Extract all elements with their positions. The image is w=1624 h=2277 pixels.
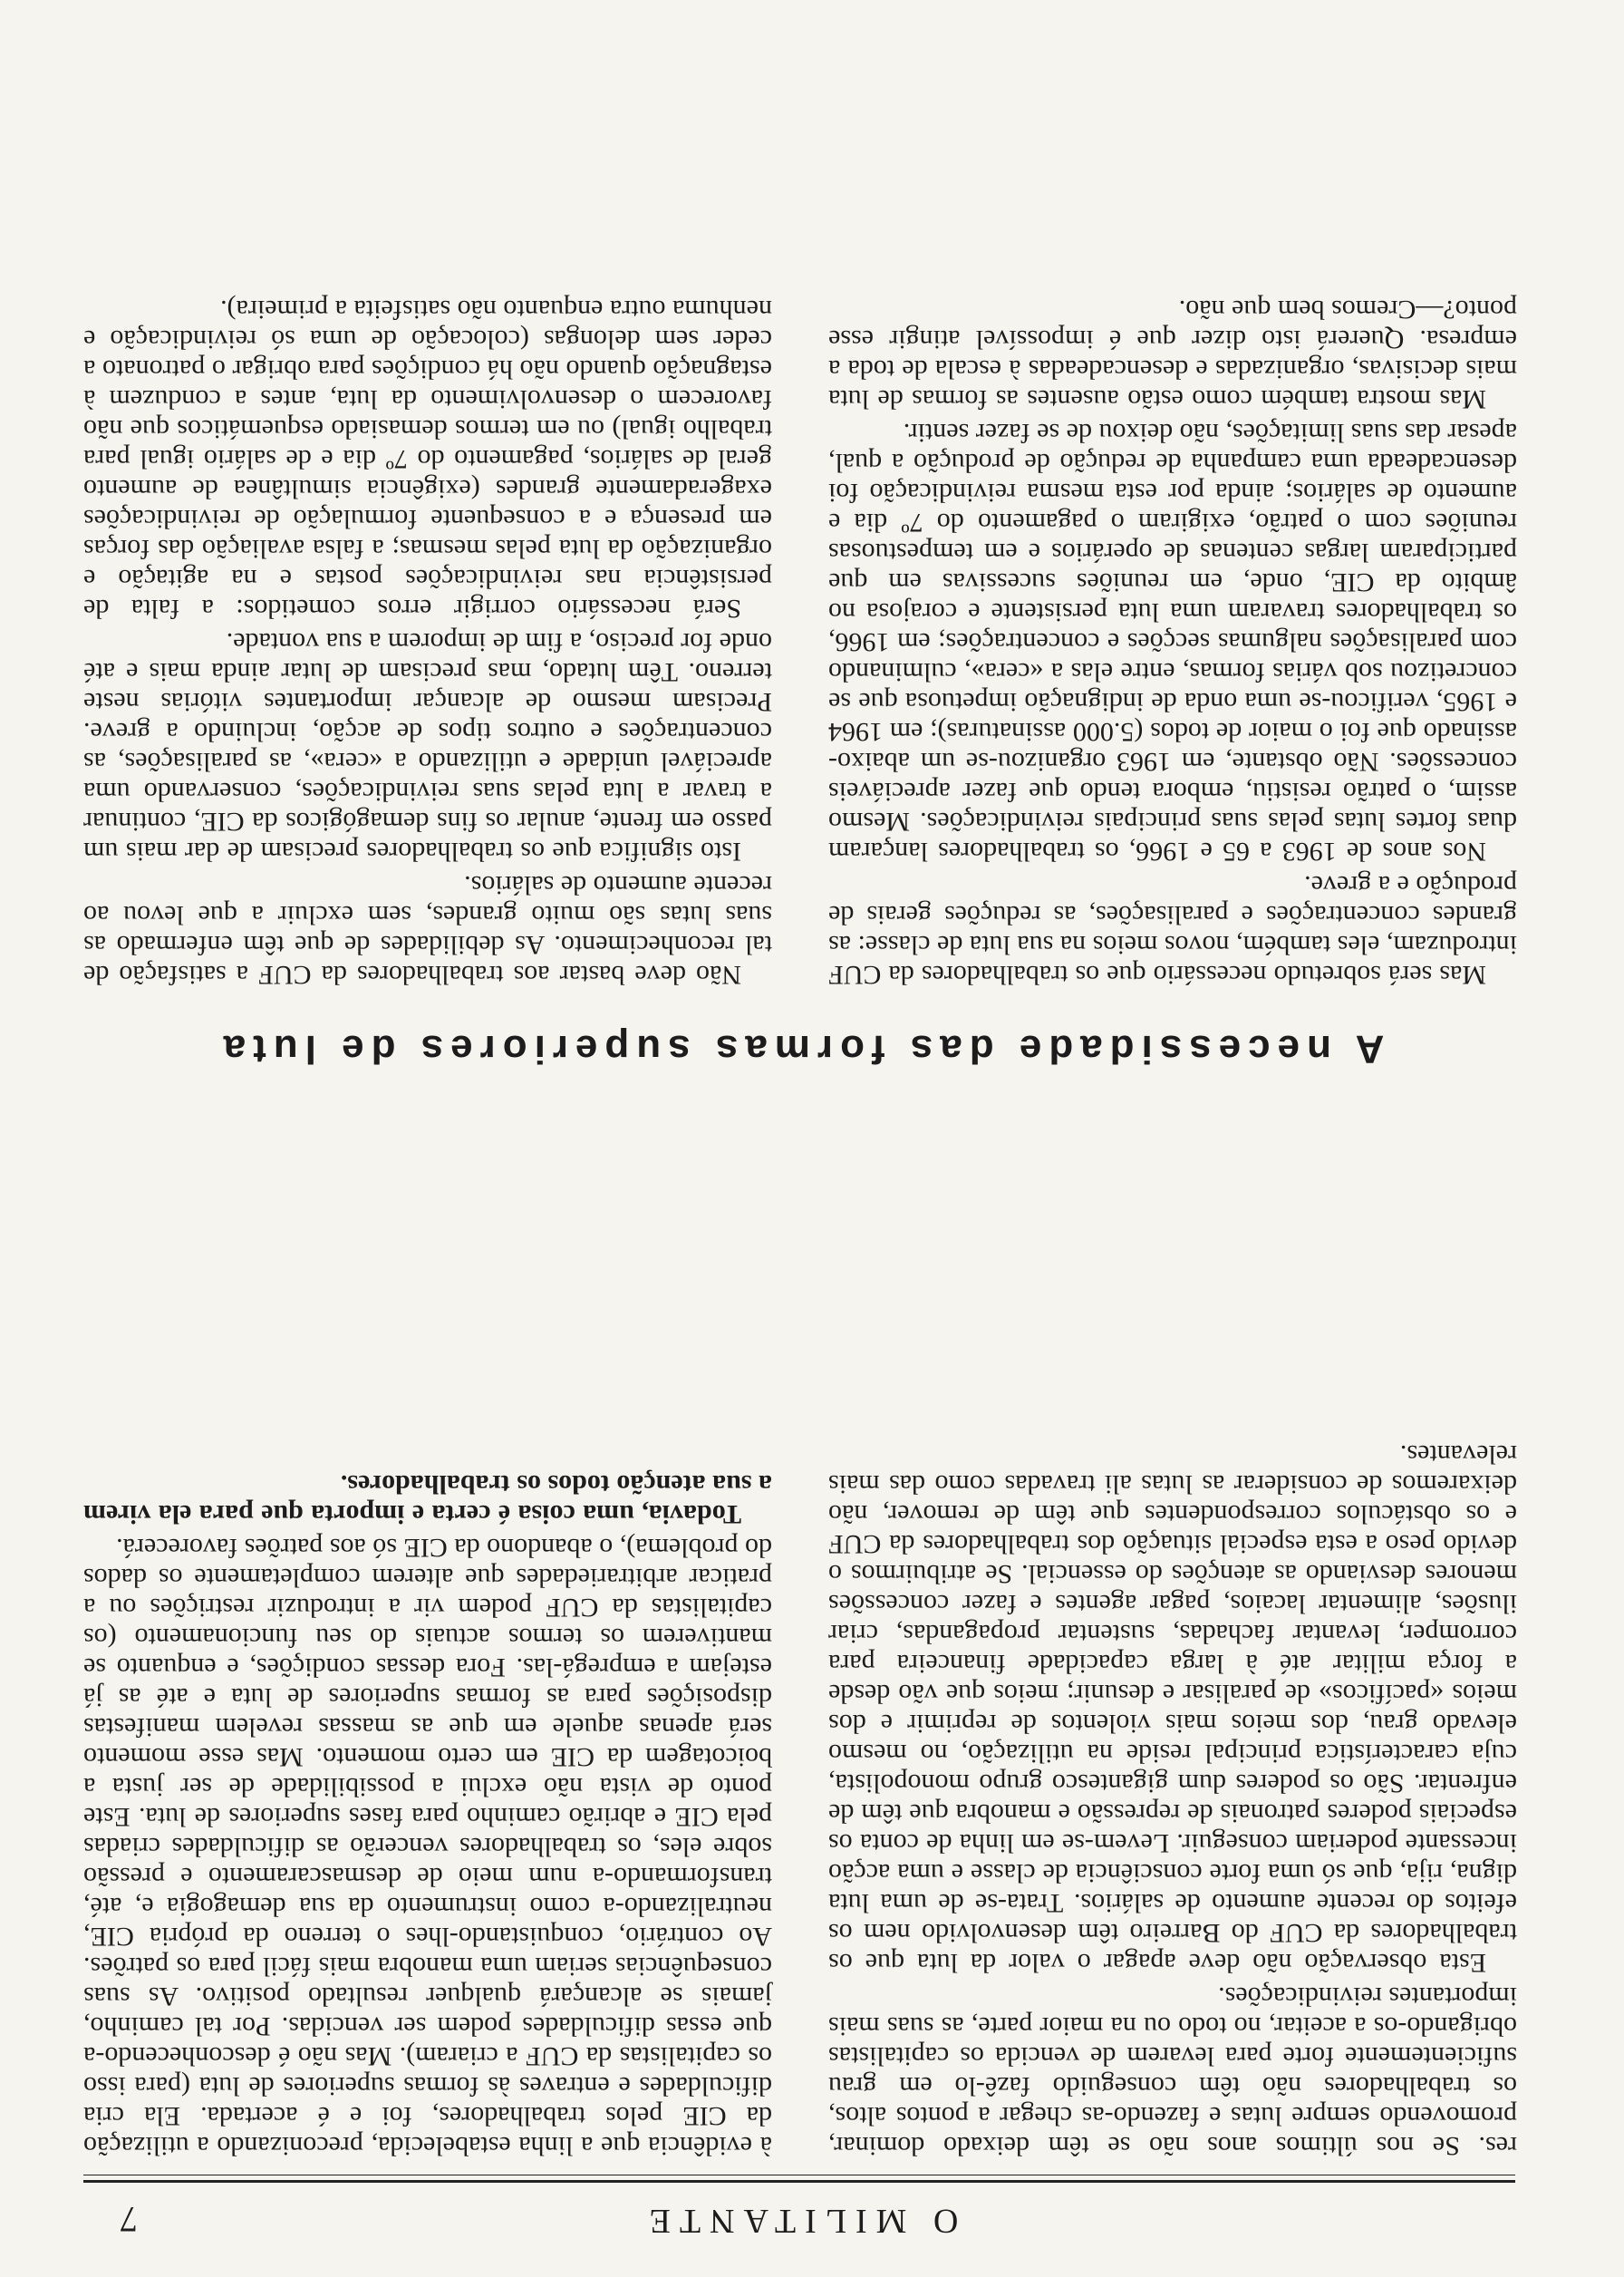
paragraph: Não deve bastar aos trabalhadores da CUF a satisfação de tal reconhecimento. As debilidades de que têm enfermado as suas lutas são muito grandes, sem excluir a que levou ao recente aumento de salários. <box>83 870 772 990</box>
paragraph: Isto significa que os trabalhadores precisam de dar mais um passo em frente, anular os fins demagógicos da CIE, continuar a travar a luta pelas suas reivindicações, conservando uma apreciável unidade e utilizando a «cera», as paralisações, as concentrações e outros tipos de acção, incluindo a greve. Precisam mesmo de alcançar importantes vitórias neste terreno. Têm lutado, mas precisam de lutar ainda mais e até onde for preciso, a fim de imporem a sua vontade. <box>83 627 772 867</box>
column-bottom-left <box>828 291 1517 990</box>
column-bottom-right <box>83 291 772 990</box>
page-header <box>83 2186 1515 2241</box>
column-top-right <box>83 1466 772 2161</box>
paragraph: Mas mostra também como estão ausentes as formas de luta mais decisivas, organizadas e desencadeadas à escala de toda a empresa. Quererá isto dizer que é impossível atingir esse ponto?—Cremos bem que não. <box>828 295 1517 414</box>
paragraph: Todavia, uma coisa é certa e importa que para ela virem a sua atenção todos os trabalhadores. <box>83 1469 772 1529</box>
header-rule <box>83 2180 1515 2183</box>
page-number: 7 <box>120 2199 138 2240</box>
paragraph: Esta observação não deve apagar o valor da luta que os trabalhadores da CUF do Barreiro têm desenvolvido nem os efeitos do recente aumento de salários. Trata-se de uma luta digna, rija, que só uma forte consciência de classe e uma acção incessante poderiam conseguir. Levem-se em linha de conta os especiais poderes patronais de repressão e manobra que têm de enfrentar. São os poderes dum gigantesco grupo monopolista, cuja característica principal reside na utilização, no mesmo elevado grau, dos meios mais violentos de reprimir e dos meios «pacíficos» de paralisar e desunir; meios que vão desde a força militar até à larga capacidade financeira para corromper, levantar fachadas, sustentar propagandas, criar ilusões, alimentar lacaios, pagar agentes e fazer concessões menores desviando as atenções do essencial. Se atribuirmos o devido peso a esta especial situação dos trabalhadores da CUF e os obstáculos correspondentes que têm de remover, não deixaremos de considerar as lutas ali travadas como das mais relevantes. <box>828 1439 1517 1978</box>
column-top-left <box>828 1436 1517 2161</box>
publication-title: O MILITANTE <box>640 2202 959 2240</box>
paragraph: Será necessário corrigir erros cometidos: a falta de persistência nas reivindicações postas e na agitação e organização da luta pelas mesmas; a falsa avaliação das forças em presença e a consequente formulação de reivindicações exageradamente grandes (exigência simultânea de aumento geral de salários, pagamento do 7º dia e de salário igual para trabalho igual) ou em termos demasiado esquemáticos que não favorecem o desenvolvimento da luta, antes a conduzem à estagnação quando não há condições para obrigar o patronato a ceder sem delongas (colocação de uma só reivindicação e nenhuma outra enquanto não satisfeita a primeira). <box>83 295 772 624</box>
paragraph: Nos anos de 1963 a 65 e 1966, os trabalhadores lançaram duas fortes lutas pelas suas principais reivindicações. Mesmo assim, o patrão resistiu, embora tendo que fazer apreciáveis concessões. Não obstante, em 1963 organizou-se um abaixo-assinado que foi o maior de todos (5.000 assinaturas); em 1964 e 1965, verificou-se uma onda de indignação impetuosa que se concretizou sob várias formas, entre elas a «cera», culminando com paralisações nalgumas secções e concentrações; em 1966, os trabalhadores travaram uma luta persistente e corajosa no âmbito da CIE, onde, em reuniões sucessivas em que participaram largas centenas de operários e em tempestuosas reuniões com o patrão, exigiram o pagamento do 7º dia e aumento de salários; ainda por esta mesma reivindicação foi desencadeada uma campanha de redução de produção a qual, apesar das suas limitações, não deixou de se fazer sentir. <box>828 418 1517 867</box>
paragraph: à evidência que a linha estabelecida, preconizando a utilização da CIE pelos trabalhadores, foi e é acertada. Ela cria dificuldades e entraves às formas superiores de luta (para isso os capitalistas da CUF a criaram). Mas não é desconhecendo-a que essas dificuldades podem ser vencidas. Por tal caminho, jamais se alcançará qualquer resultado positivo. As suas consequências seriam uma manobra mais fácil para os patrões. Ao contrário, conquistando-lhes o terreno da própria CIE, neutralizando-a como instrumento da sua demagogia e, até, transformando-a num meio de desmascaramento e pressão sobre eles, os trabalhadores vencerão as dificuldades criadas pela CIE e abrirão caminho para fases superiores de luta. Este ponto de vista não exclui a possibilidade de ser justa a boicotagem da CIE em certo momento. Mas esse momento será apenas aquele em que as massas revelem manifestas disposições para as formas superiores de luta e até as já estejam a empregá-las. Fora dessas condições, e enquanto se mantiverem os termos actuais do seu funcionamento (os capitalistas da CUF podem vir a introduzir restrições ou a praticar arbitrariedades que alterem completamente os dados do problema), o abandono da CIE só aos patrões favorecerá. <box>83 1533 772 2161</box>
section-heading: A necessidade das formas superiores de luta <box>216 1027 1385 1071</box>
paragraph: res. Se nos últimos anos não se têm deixado dominar, promovendo sempre lutas e fazendo-as chegar a pontos altos, os trabalhadores não têm conseguido fazê-lo em grau suficientemente forte para levarem de vencida os capitalistas obrigando-os a aceitar, no todo ou na maior parte, as suas mais importantes reivindicações. <box>828 1981 1517 2161</box>
paragraph: Mas será sobretudo necessário que os trabalhadores da CUF introduzam, eles também, novos meios na sua luta de classe: as grandes concentrações e paralisações, as reduções gerais de produção e a greve. <box>828 870 1517 990</box>
